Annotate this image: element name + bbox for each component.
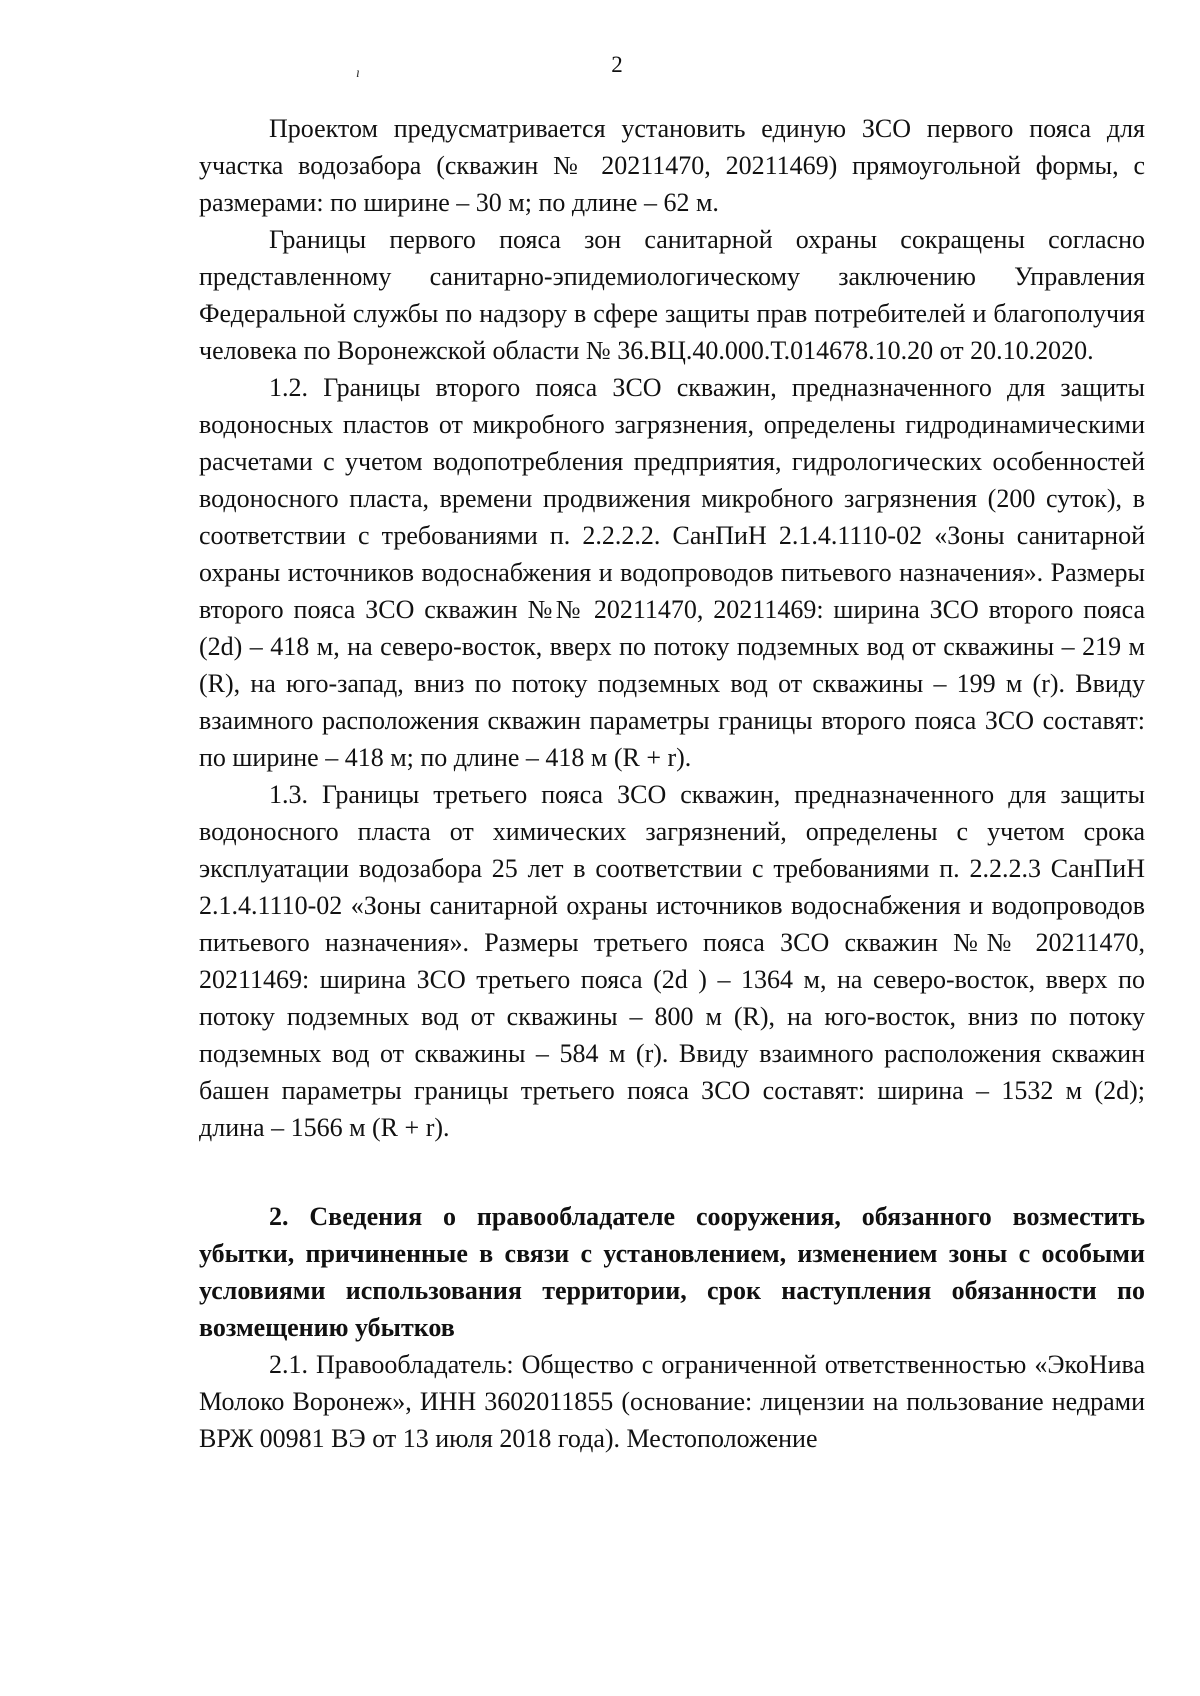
paragraph-zso-first-belt: Проектом предусматривается установить единую ЗСО первого пояса для участка водозабора (скважин № 20211470, 20211469) прямоугольной формы, с размерами: по ширине – 30 м; по длине – 62 м. bbox=[199, 114, 1145, 217]
paragraph-1-3-third-belt: 1.3. Границы третьего пояса ЗСО скважин, предназначенного для защиты водоносного пласта от химических загрязнений, определены с учетом срока эксплуатации водозабора 25 лет в соответствии с требованиями п. 2.2.2.3 СанПиН 2.1.4.1110-02 «Зоны санитарной охраны источников водоснабжения и водопроводов питьевого назначения». Размеры третьего пояса ЗСО скважин №№ 20211470, 20211469: ширина ЗСО третьего пояса (2d ) – 1364 м, на северо-восток, вверх по потоку подземных вод от скважины – 800 м (R), на юго-восток, вниз по потоку подземных вод от скважины – 584 м (r). Ввиду взаимного расположения скважин башен параметры границы третьего пояса ЗСО составят: ширина – 1532 м (2d); длина – 1566 м (R + r). bbox=[199, 780, 1145, 1142]
page-number: 2 bbox=[611, 52, 623, 77]
margin-mark: ı bbox=[356, 66, 360, 81]
document-body bbox=[199, 110, 1145, 1457]
paragraph-1-2-second-belt: 1.2. Границы второго пояса ЗСО скважин, предназначенного для защиты водоносных пластов от микробного загрязнения, определены гидродинамическими расчетами с учетом водопотребления предприятия, гидрологических особенностей водоносного пласта, времени продвижения микробного загрязнения (200 суток), в соответствии с требованиями п. 2.2.2.2. СанПиН 2.1.4.1110-02 «Зоны санитарной охраны источников водоснабжения и водопроводов питьевого назначения». Размеры второго пояса ЗСО скважин №№ 20211470, 20211469: ширина ЗСО второго пояса (2d) – 418 м, на северо-восток, вверх по потоку подземных вод от скважины – 219 м (R), на юго-запад, вниз по потоку подземных вод от скважины – 199 м (r). Ввиду взаимного расположения скважин параметры границы второго пояса ЗСО составят: по ширине – 418 м; по длине – 418 м (R + r). bbox=[199, 373, 1145, 772]
paragraph-2-1-owner: 2.1. Правообладатель: Общество с ограниченной ответственностью «ЭкоНива Молоко Воронеж», ИНН 3602011855 (основание: лицензии на пользование недрами ВРЖ 00981 ВЭ от 13 июля 2018 года). Местоположение bbox=[199, 1350, 1145, 1453]
paragraph-first-belt-boundaries: Границы первого пояса зон санитарной охраны сокращены согласно представленному санитарно-эпидемиологическому заключению Управления Федеральной службы по надзору в сфере защиты прав потребителей и благополучия человека по Воронежской области № 36.ВЦ.40.000.Т.014678.10.20 от 20.10.2020. bbox=[199, 225, 1145, 365]
section-2-heading: 2. Сведения о правообладателе сооружения, обязанного возместить убытки, причиненные в связи с установлением, изменением зоны с особыми условиями использования территории, срок наступления обязанности по возмещению убытков bbox=[199, 1202, 1145, 1342]
